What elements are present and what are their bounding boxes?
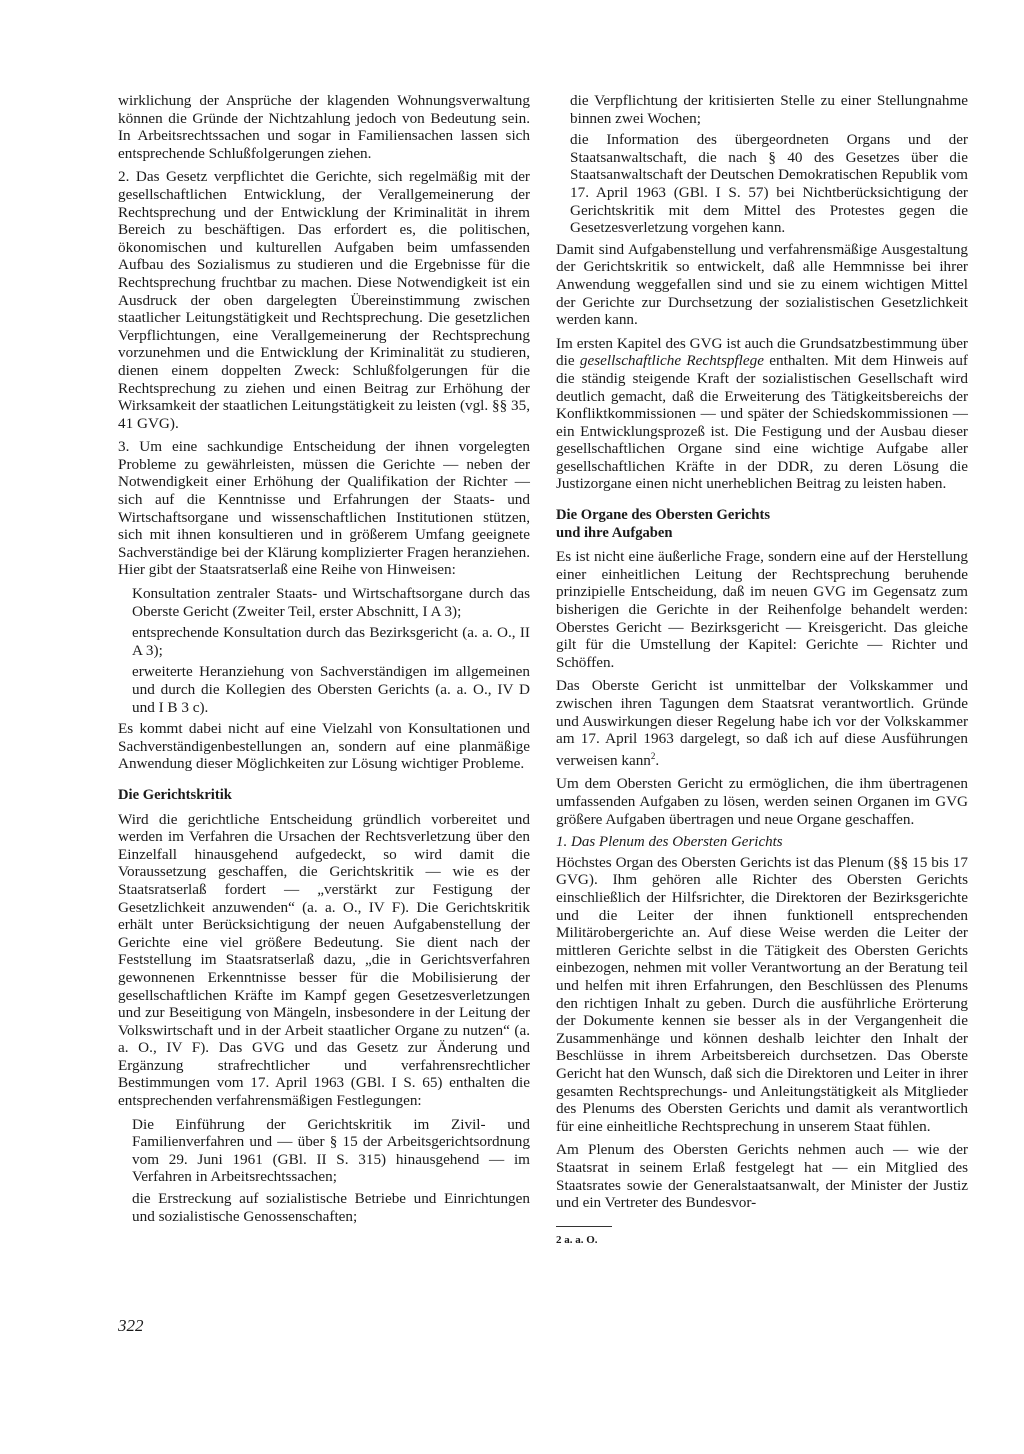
left-paragraph-1: wirklichung der Ansprüche der klagenden Wohnungsverwaltung können die Gründe der Nichtzahlung jedoch von Bedeutung sein. In Arbeitsrechtssachen und sogar in Familiensachen lassen sich entsprechende Schlußfolgerungen ziehen.: [118, 92, 530, 162]
left-paragraph-3: 3. Um eine sachkundige Entscheidung der ihnen vorgelegten Probleme zu gewährleisten, müssen die Gerichte — neben der Notwendigkeit einer Erhöhung der Qualifikation der Richter — sich auf die Kenntnisse und Erfahrungen der Staats- und Wirtschaftsorgane und wissenschaftlichen Institutionen stützen, sich mit ihnen konsultieren und in größerem Umfang geeignete Sachverständige bei der Klärung komplizierter Fragen heranziehen. Hier gibt der Staatsratserlaß eine Reihe von Hinweisen:: [118, 438, 530, 579]
right-paragraph-2: [556, 335, 968, 493]
right-paragraph-3: Es ist nicht eine äußerliche Frage, sondern eine auf der Herstellung einer einheitlichen Leitung der Rechtsprechung beruhende prinzipielle Entscheidung, daß im neuen GVG im Gegensatz zum bisherigen die Gerichte in der Reihenfolge behandelt werden: Oberstes Gericht — Bezirksgericht — Kreisgericht. Das gleiche gilt für die Umstellung der Kapitel: Gerichte — Richter und Schöffen.: [556, 548, 968, 671]
paragraph-text: Das Oberste Gericht ist unmittelbar der Volkskammer und zwischen ihren Tagungen dem Staatsrat verantwortlich. Gründe und Auswirkungen dieser Regelung habe ich vor der Volkskammer am 17. April 1963 dargelegt, so daß ich auf diese Ausführungen verweisen kann: [556, 677, 968, 769]
right-paragraph-5: Um dem Obersten Gericht zu ermöglichen, die ihm übertragenen umfassenden Aufgaben zu lösen, werden seinen Organen im GVG größere Aufgaben übertragen und neue Organe geschaffen.: [556, 775, 968, 828]
paragraph-text: .: [655, 751, 660, 769]
list-item: entsprechende Konsultation durch das Bezirksgericht (a. a. O., II A 3);: [132, 624, 530, 659]
left-paragraph-5: Wird die gerichtliche Entscheidung gründlich vorbereitet und werden im Verfahren die Ursachen der Rechtsverletzung über den Einzelfall hinausgehend aufgedeckt, so wird damit die Voraussetzung geschaffen, die Gerichtskritik — wie es der Staatsratserlaß fordert — „verstärkt zur Festigung der Gesetzlichkeit anzuwenden“ (a. a. O., IV F). Die Gerichtskritik erhält unter Berücksichtigung der neuen Aufgabenstellung der Gerichte eine viel größere Bedeutung. Sie dient nach der Feststellung im Staatsratserlaß dazu, „die in Gerichtsverfahren gewonnenen Erkenntnisse besser für die Mobilisierung der gesellschaftlichen Kräfte im Kampf gegen Gesetzesverletzungen und zur Beseitigung von Mängeln, insbesondere in der Leitung der Volkswirtschaft und in der Arbeit staatlicher Organe zu nutzen“ (a. a. O., IV F). Das GVG und das Gesetz zur Änderung und Ergänzung strafrechtlicher und verfahrensrechtlicher Bestimmungen vom 17. April 1963 (GBl. I S. 65) enthalten die entsprechenden verfahrensmäßigen Festlegungen:: [118, 810, 530, 1110]
list-item: die Erstreckung auf sozialistische Betriebe und Einrichtungen und sozialistische Genossenschaften;: [132, 1190, 530, 1225]
left-paragraph-4: Es kommt dabei nicht auf eine Vielzahl von Konsultationen und Sachverständigenbestellungen an, sondern auf eine planmäßige Anwendung dieser Möglichkeiten zur Lösung wichtiger Probleme.: [118, 720, 530, 773]
list-item: die Verpflichtung der kritisierten Stelle zu einer Stellungnahme binnen zwei Wochen;: [570, 92, 968, 127]
right-paragraph-1: Damit sind Aufgabenstellung und verfahrensmäßige Ausgestaltung der Gerichtskritik so entwickelt, daß alle Hemmnisse bei ihrer Anwendung weggefallen sind und sie zu einem wichtigen Mittel der Gerichte zur Durchsetzung der sozialistischen Gesetzlichkeit werden kann.: [556, 240, 968, 329]
subsection-heading-plenum: 1. Das Plenum des Obersten Gerichts: [556, 834, 783, 851]
left-paragraph-2: 2. Das Gesetz verpflichtet die Gerichte, sich regelmäßig mit der gesellschaftlichen Entwicklung, der Verallgemeinerung der Rechtsprechung und der Entwicklung der Kriminalität in ihrem Bereich zu beschäftigen. Das erfordert es, die politischen, ökonomischen und kulturellen Aufgaben beim umfassenden Aufbau des Sozialismus zu studieren und die Ergebnisse für die Rechtsprechung fruchtbar zu machen. Diese Notwendigkeit ist ein Ausdruck der oben dargelegten Übereinstimmung zwischen staatlicher Leitungstätigkeit und Rechtsprechung. Die gesetzlichen Verpflichtungen, eine Verallgemeinerung der Rechtsprechung vorzunehmen und die Entwicklung der Kriminalität zu studieren, dienen einem doppelten Zweck: Schlußfolgerungen für die Rechtsprechung zu ziehen und einen Beitrag zur Erhöhung der Wirksamkeit der staatlichen Leitungstätigkeit zu leisten (vgl. §§ 35, 41 GVG).: [118, 168, 530, 432]
page-number: 322: [118, 1316, 144, 1335]
list-item: die Information des übergeordneten Organs und der Staatsanwaltschaft, die nach § 40 des Gesetzes über die Staatsanwaltschaft der Deutschen Demokratischen Republik vom 17. April 1963 (GBl. I S. 57) bei Nichtberücksichtigung der Gerichtskritik mit dem Mittel des Protestes gegen die Gesetzesverletzung vorgehen kann.: [570, 131, 968, 237]
right-column: [556, 92, 968, 1247]
list-item: erweiterte Heranziehung von Sachverständigen im allgemeinen und durch die Kollegien des Obersten Gerichts (a. a. O., IV D und I B 3 c).: [132, 663, 530, 716]
footnote: 2 a. a. O.: [556, 1233, 598, 1246]
paragraph-text: enthalten. Mit dem Hinweis auf die ständig steigende Kraft der sozialistischen Gesellschaft wird deutlich gemacht, daß die Erweiterung des Tätigkeitsbereichs der Konfliktkommissionen — und später der Schiedskommissionen — ein Entwicklungsprozeß ist. Die Festigung und der Ausbau dieser gesellschaftlichen Organe sind eine wichtige Aufgabe aller gesellschaftlichen Kräfte in der DDR, zu deren Lösung die Justizorgane einen nicht unerheblichen Beitrag zu leisten haben.: [556, 352, 968, 493]
footnote-divider: [556, 1226, 612, 1227]
emphasis-text: gesellschaftliche Rechtspflege: [579, 352, 764, 370]
heading-line-1: Die Organe des Obersten Gerichts: [556, 507, 771, 524]
heading-line-2: und ihre Aufgaben: [556, 524, 673, 541]
section-heading-gerichtskritik: Die Gerichtskritik: [118, 786, 232, 803]
paragraph-text: Im ersten Kapitel des GVG ist auch die Grundsatzbestimmung über die: [556, 334, 968, 370]
section-heading-organe: [556, 507, 968, 542]
list-item: Die Einführung der Gerichtskritik im Zivil- und Familienverfahren und — über § 15 der Arbeitsgerichtsordnung vom 29. Juni 1961 (GBl. II S. 315) hinausgehend — im Verfahren in Arbeitsrechtssachen;: [132, 1115, 530, 1186]
list-item: Konsultation zentraler Staats- und Wirtschaftsorgane durch das Oberste Gericht (Zweiter Teil, erster Abschnitt, I A 3);: [132, 585, 530, 620]
left-column: [118, 92, 530, 1229]
right-paragraph-4: [556, 677, 968, 769]
right-paragraph-6: Höchstes Organ des Obersten Gerichts ist das Plenum (§§ 15 bis 17 GVG). Ihm gehören alle Richter des Obersten Gerichts einschließlich der Hilfsrichter, die Direktoren der Bezirksgerichte und die Leiter der ihnen funktionell entsprechenden Militärobergerichte an. Auf diese Weise werden die Leiter der mittleren Gerichte selbst in die Tätigkeit des Obersten Gerichts einbezogen, nehmen mit voller Verantwortung an der Beratung teil und helfen mit ihren Erfahrungen, den Beschlüssen des Plenums den richtigen Inhalt zu geben. Durch die ausführliche Erörterung der Dokumente kennen sie besser als in der Vergangenheit die Zusammenhänge und können deshalb leichter den Inhalt der Beschlüsse in ihrem Arbeitsbereich durchsetzen. Das Oberste Gericht hat den Wunsch, daß sich die Direktoren und Leiter in ihrer gesamten Rechtsprechungs- und Anleitungstätigkeit als Mitglieder des Plenums des Obersten Gerichts und damit als verantwortlich für eine einheitliche Rechtsprechung in unserem Staat fühlen.: [556, 853, 968, 1135]
footnote-marker: 2: [650, 750, 656, 761]
right-paragraph-7: Am Plenum des Obersten Gerichts nehmen auch — wie der Staatsrat in seinem Erlaß festgelegt hat — ein Mitglied des Staatsrates sowie der Generalstaatsanwalt, der Minister der Justiz und ein Vertreter des Bundesvor-: [556, 1141, 968, 1212]
